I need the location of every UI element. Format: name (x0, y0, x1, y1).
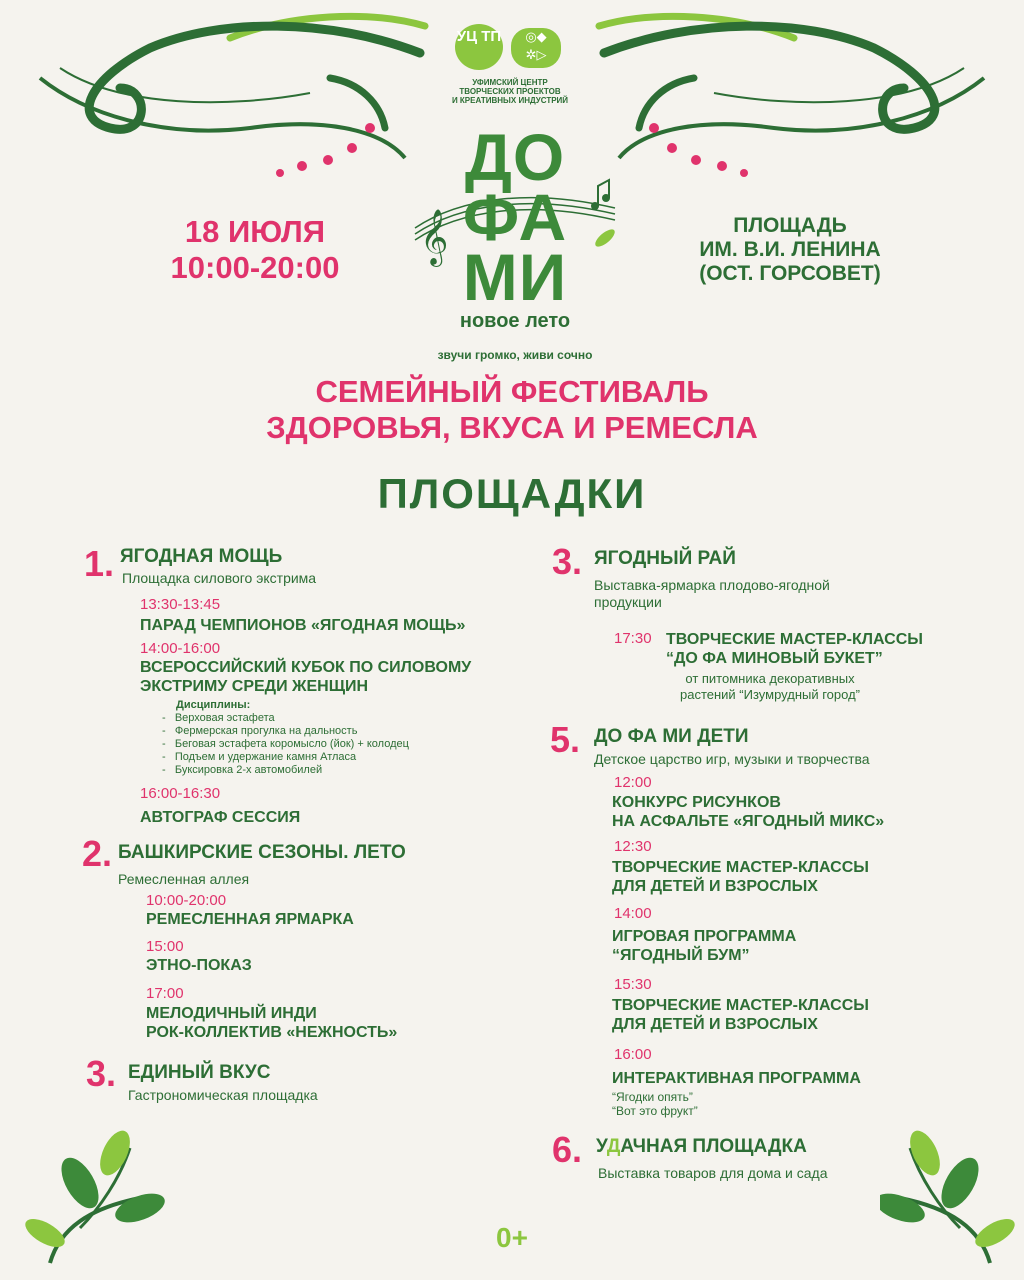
section-3b-title: ЯГОДНЫЙ РАЙ (594, 548, 736, 569)
location-line-3: (ОСТ. ГОРСОВЕТ) (699, 262, 881, 285)
section-3b-subtitle-line-2: продукции (594, 594, 662, 610)
org-badge-icon: УЦ ТП (455, 24, 503, 70)
festival-title-line-1: СЕМЕЙНЫЙ ФЕСТИВАЛЬ (315, 374, 709, 409)
section-2-time-3: 17:00 (146, 985, 184, 1002)
section-5-event-5-notes (612, 1090, 698, 1118)
section-2-time-1: 10:00-20:00 (146, 892, 227, 909)
disciplines-title: Дисциплины: (176, 699, 251, 711)
festival-title-line-2: ЗДОРОВЬЯ, ВКУСА И РЕМЕСЛА (266, 410, 758, 445)
section-3b-number: 3. (552, 541, 583, 582)
section-5-event-1-line-1: КОНКУРС РИСУНКОВ (612, 794, 781, 811)
org-name-line-3: И КРЕАТИВНЫХ ИНДУСТРИЙ (451, 96, 569, 105)
section-2-event-2: ЭТНО-ПОКАЗ (146, 957, 252, 974)
section-1-event-2-line-2: ЭКСТРИМУ СРЕДИ ЖЕНЩИН (140, 678, 369, 695)
section-1-event-2 (140, 658, 471, 696)
media-icons: ◎◆ ✲▷ (511, 28, 561, 68)
section-3b-note-line-2: растений “Изумрудный город” (679, 687, 860, 702)
location-line-2: ИМ. В.И. ЛЕНИНА (699, 238, 881, 261)
section-5-event-1-line-2: НА АСФАЛЬТЕ «ЯГОДНЫЙ МИКС» (612, 813, 885, 830)
discipline-item: - Верховая эстафета (162, 712, 275, 724)
section-5-event-4-line-2: ДЛЯ ДЕТЕЙ И ВЗРОСЛЫХ (612, 1016, 818, 1033)
age-rating: 0+ (496, 1222, 528, 1253)
section-5-event-1 (612, 793, 884, 831)
event-date-time (140, 214, 370, 286)
section-5-event-4 (612, 996, 869, 1034)
section-5-title: ДО ФА МИ ДЕТИ (594, 726, 749, 747)
logo-do: ДО (464, 120, 566, 194)
section-1-time-2: 14:00-16:00 (140, 640, 221, 657)
logo-mi: МИ (462, 240, 568, 314)
section-5-number: 5. (550, 719, 581, 760)
festival-title (0, 374, 1024, 446)
section-3b-event-1-line-2: “ДО ФА МИНОВЫЙ БУКЕТ” (666, 650, 883, 667)
section-3b-subtitle-line-1: Выставка-ярмарка плодово-ягодной (594, 577, 830, 593)
svg-text:𝄞: 𝄞 (420, 209, 449, 265)
section-1-number: 1. (84, 543, 115, 584)
section-3a-title: ЕДИНЫЙ ВКУС (128, 1062, 271, 1083)
discipline-item: - Беговая эстафета коромысло (йок) + колодец (162, 738, 409, 750)
section-5-time-4: 15:30 (614, 976, 652, 993)
top-right-swirl-ornament (594, 8, 994, 188)
section-3b-subtitle (594, 577, 830, 611)
section-5-event-3 (612, 927, 796, 965)
section-6-title-part-2: АЧНАЯ ПЛОЩАДКА (620, 1136, 807, 1157)
section-5-event-2-line-1: ТВОРЧЕСКИЕ МАСТЕР-КЛАССЫ (612, 859, 869, 876)
section-3b-note (650, 671, 890, 703)
section-2-title: БАШКИРСКИЕ СЕЗОНЫ. ЛЕТО (118, 842, 406, 863)
section-5-time-1: 12:00 (614, 774, 652, 791)
section-2-event-3-line-2: РОК-КОЛЛЕКТИВ «НЕЖНОСТЬ» (146, 1024, 398, 1041)
section-3a-subtitle: Гастрономическая площадка (128, 1087, 318, 1103)
section-1-title: ЯГОДНАЯ МОЩЬ (120, 546, 283, 567)
sites-heading: ПЛОЩАДКИ (377, 470, 647, 517)
event-location (670, 214, 910, 286)
bottom-left-leaf-ornament (20, 1128, 170, 1268)
bottom-right-leaf-ornament (880, 1128, 1020, 1268)
logo-tagline: звучи громко, живи сочно (437, 348, 593, 362)
section-5-event-3-line-1: ИГРОВАЯ ПРОГРАММА (612, 928, 797, 945)
org-name-line-1: УФИМСКИЙ ЦЕНТР (472, 78, 548, 87)
section-5-event-4-line-1: ТВОРЧЕСКИЕ МАСТЕР-КЛАССЫ (612, 997, 869, 1014)
top-left-swirl-ornament (30, 8, 430, 188)
logo-subtitle: новое лето (459, 310, 571, 332)
section-3b-note-line-1: от питомника декоративных (685, 671, 855, 686)
section-5-note-1: “Ягодки опять” (612, 1090, 693, 1104)
org-logo (455, 24, 565, 72)
section-2-subtitle: Ремесленная аллея (118, 871, 250, 887)
org-name-line-2: ТВОРЧЕСКИХ ПРОЕКТОВ (459, 87, 561, 96)
discipline-item: - Подъем и удержание камня Атласа (162, 751, 357, 763)
section-1-time-1: 13:30-13:45 (140, 596, 221, 613)
section-3b-time-1: 17:30 (614, 630, 652, 647)
section-6-subtitle: Выставка товаров для дома и сада (598, 1165, 828, 1181)
section-5-event-2-line-2: ДЛЯ ДЕТЕЙ И ВЗРОСЛЫХ (612, 878, 818, 895)
section-3a-number: 3. (86, 1053, 117, 1094)
location-line-1: ПЛОЩАДЬ (733, 214, 847, 237)
section-2-event-3 (146, 1004, 397, 1042)
section-5-event-5: ИНТЕРАКТИВНАЯ ПРОГРАММА (612, 1070, 861, 1087)
section-1-subtitle: Площадка силового экстрима (122, 570, 317, 586)
logo-fa: ФА (462, 180, 568, 254)
section-2-time-2: 15:00 (146, 938, 184, 955)
event-date: 18 ИЮЛЯ (184, 214, 326, 249)
section-5-time-5: 16:00 (614, 1046, 652, 1063)
discipline-item: - Фермерская прогулка на дальность (162, 725, 358, 737)
section-1-event-2-line-1: ВСЕРОССИЙСКИЙ КУБОК ПО СИЛОВОМУ (140, 659, 472, 676)
section-5-subtitle: Детское царство игр, музыки и творчества (594, 751, 870, 767)
section-1-event-1: ПАРАД ЧЕМПИОНОВ «ЯГОДНАЯ МОЩЬ» (140, 617, 466, 634)
section-5-time-3: 14:00 (614, 905, 652, 922)
section-2-number: 2. (82, 833, 113, 874)
section-2-event-3-line-1: МЕЛОДИЧНЫЙ ИНДИ (146, 1005, 317, 1022)
section-6-title-accent: Д (606, 1136, 621, 1157)
section-5-time-2: 12:30 (614, 838, 652, 855)
section-5-note-2: “Вот это фрукт” (612, 1104, 698, 1118)
event-time: 10:00-20:00 (170, 250, 340, 285)
section-2-event-1: РЕМЕСЛЕННАЯ ЯРМАРКА (146, 911, 354, 928)
section-3b-event-1-line-1: ТВОРЧЕСКИЕ МАСТЕР-КЛАССЫ (666, 631, 923, 648)
disciplines-list (162, 712, 409, 777)
section-6-title-part-1: У (596, 1136, 607, 1157)
section-6-title (596, 1136, 807, 1158)
section-5-event-2 (612, 858, 869, 896)
section-1-time-3: 16:00-16:30 (140, 785, 221, 802)
discipline-item: - Буксировка 2-х автомобилей (162, 764, 323, 776)
section-5-event-3-line-2: “ЯГОДНЫЙ БУМ” (612, 947, 750, 964)
section-1-event-3: АВТОГРАФ СЕССИЯ (140, 809, 301, 826)
festival-logo (410, 120, 620, 368)
section-3b-event-1 (666, 630, 923, 668)
section-6-number: 6. (552, 1129, 583, 1170)
